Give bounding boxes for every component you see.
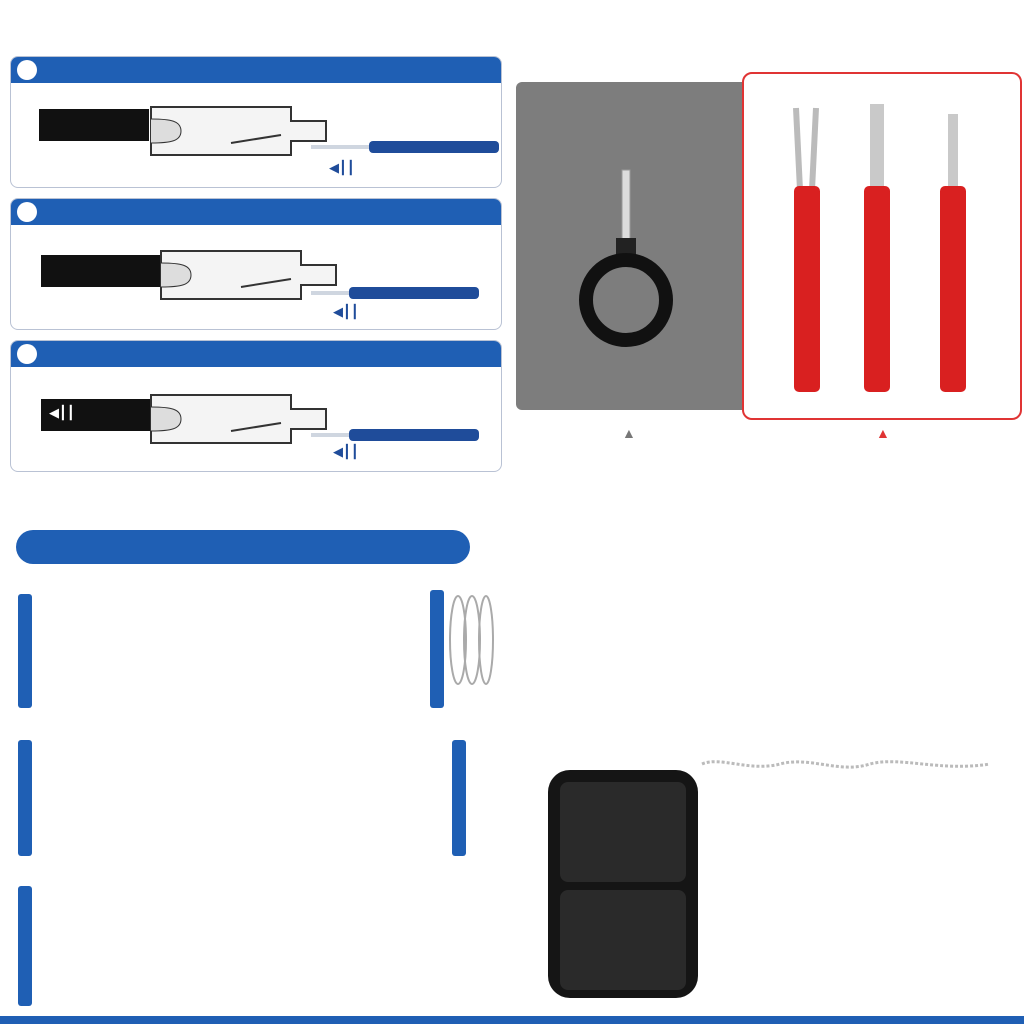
row3-length-left [18, 886, 32, 1006]
arrow-left-icon: ◀┃┃ [329, 160, 355, 175]
row2-length-right [452, 740, 466, 856]
wire-block [39, 109, 149, 141]
arrow-left-icon: ◀┃┃ [333, 444, 359, 459]
triangle-up-icon: ▲ [876, 425, 890, 441]
kit-title-bar [16, 530, 470, 564]
bottom-bar [0, 1016, 1024, 1024]
row2-length-left [18, 740, 32, 856]
red-tools-icon [744, 74, 1020, 418]
thin-tool-panel [516, 82, 744, 410]
blue-tool-icon [311, 425, 501, 445]
step-2-number [17, 202, 37, 222]
arrow-left-icon: ◀┃┃ [333, 304, 359, 319]
step-3-number [17, 344, 37, 364]
thick-tool-panel [742, 72, 1022, 420]
row1-length-left [18, 594, 32, 708]
blue-tool-icon [311, 137, 501, 157]
step-3-panel [10, 340, 502, 472]
step-2-header [11, 199, 501, 225]
chain-icon [446, 590, 496, 690]
arrow-left-icon: ◀┃┃ [49, 405, 75, 420]
row1-length-right [430, 590, 444, 708]
step-1-header [11, 57, 501, 83]
tools-photo [520, 530, 1020, 1016]
step-3-header [11, 341, 501, 367]
ring-tool-icon [516, 82, 744, 410]
step-1-number [17, 60, 37, 80]
blue-tool-icon [311, 283, 501, 303]
triangle-up-icon: ▲ [622, 425, 636, 441]
step-1-panel [10, 56, 502, 188]
step-2-panel [10, 198, 502, 330]
